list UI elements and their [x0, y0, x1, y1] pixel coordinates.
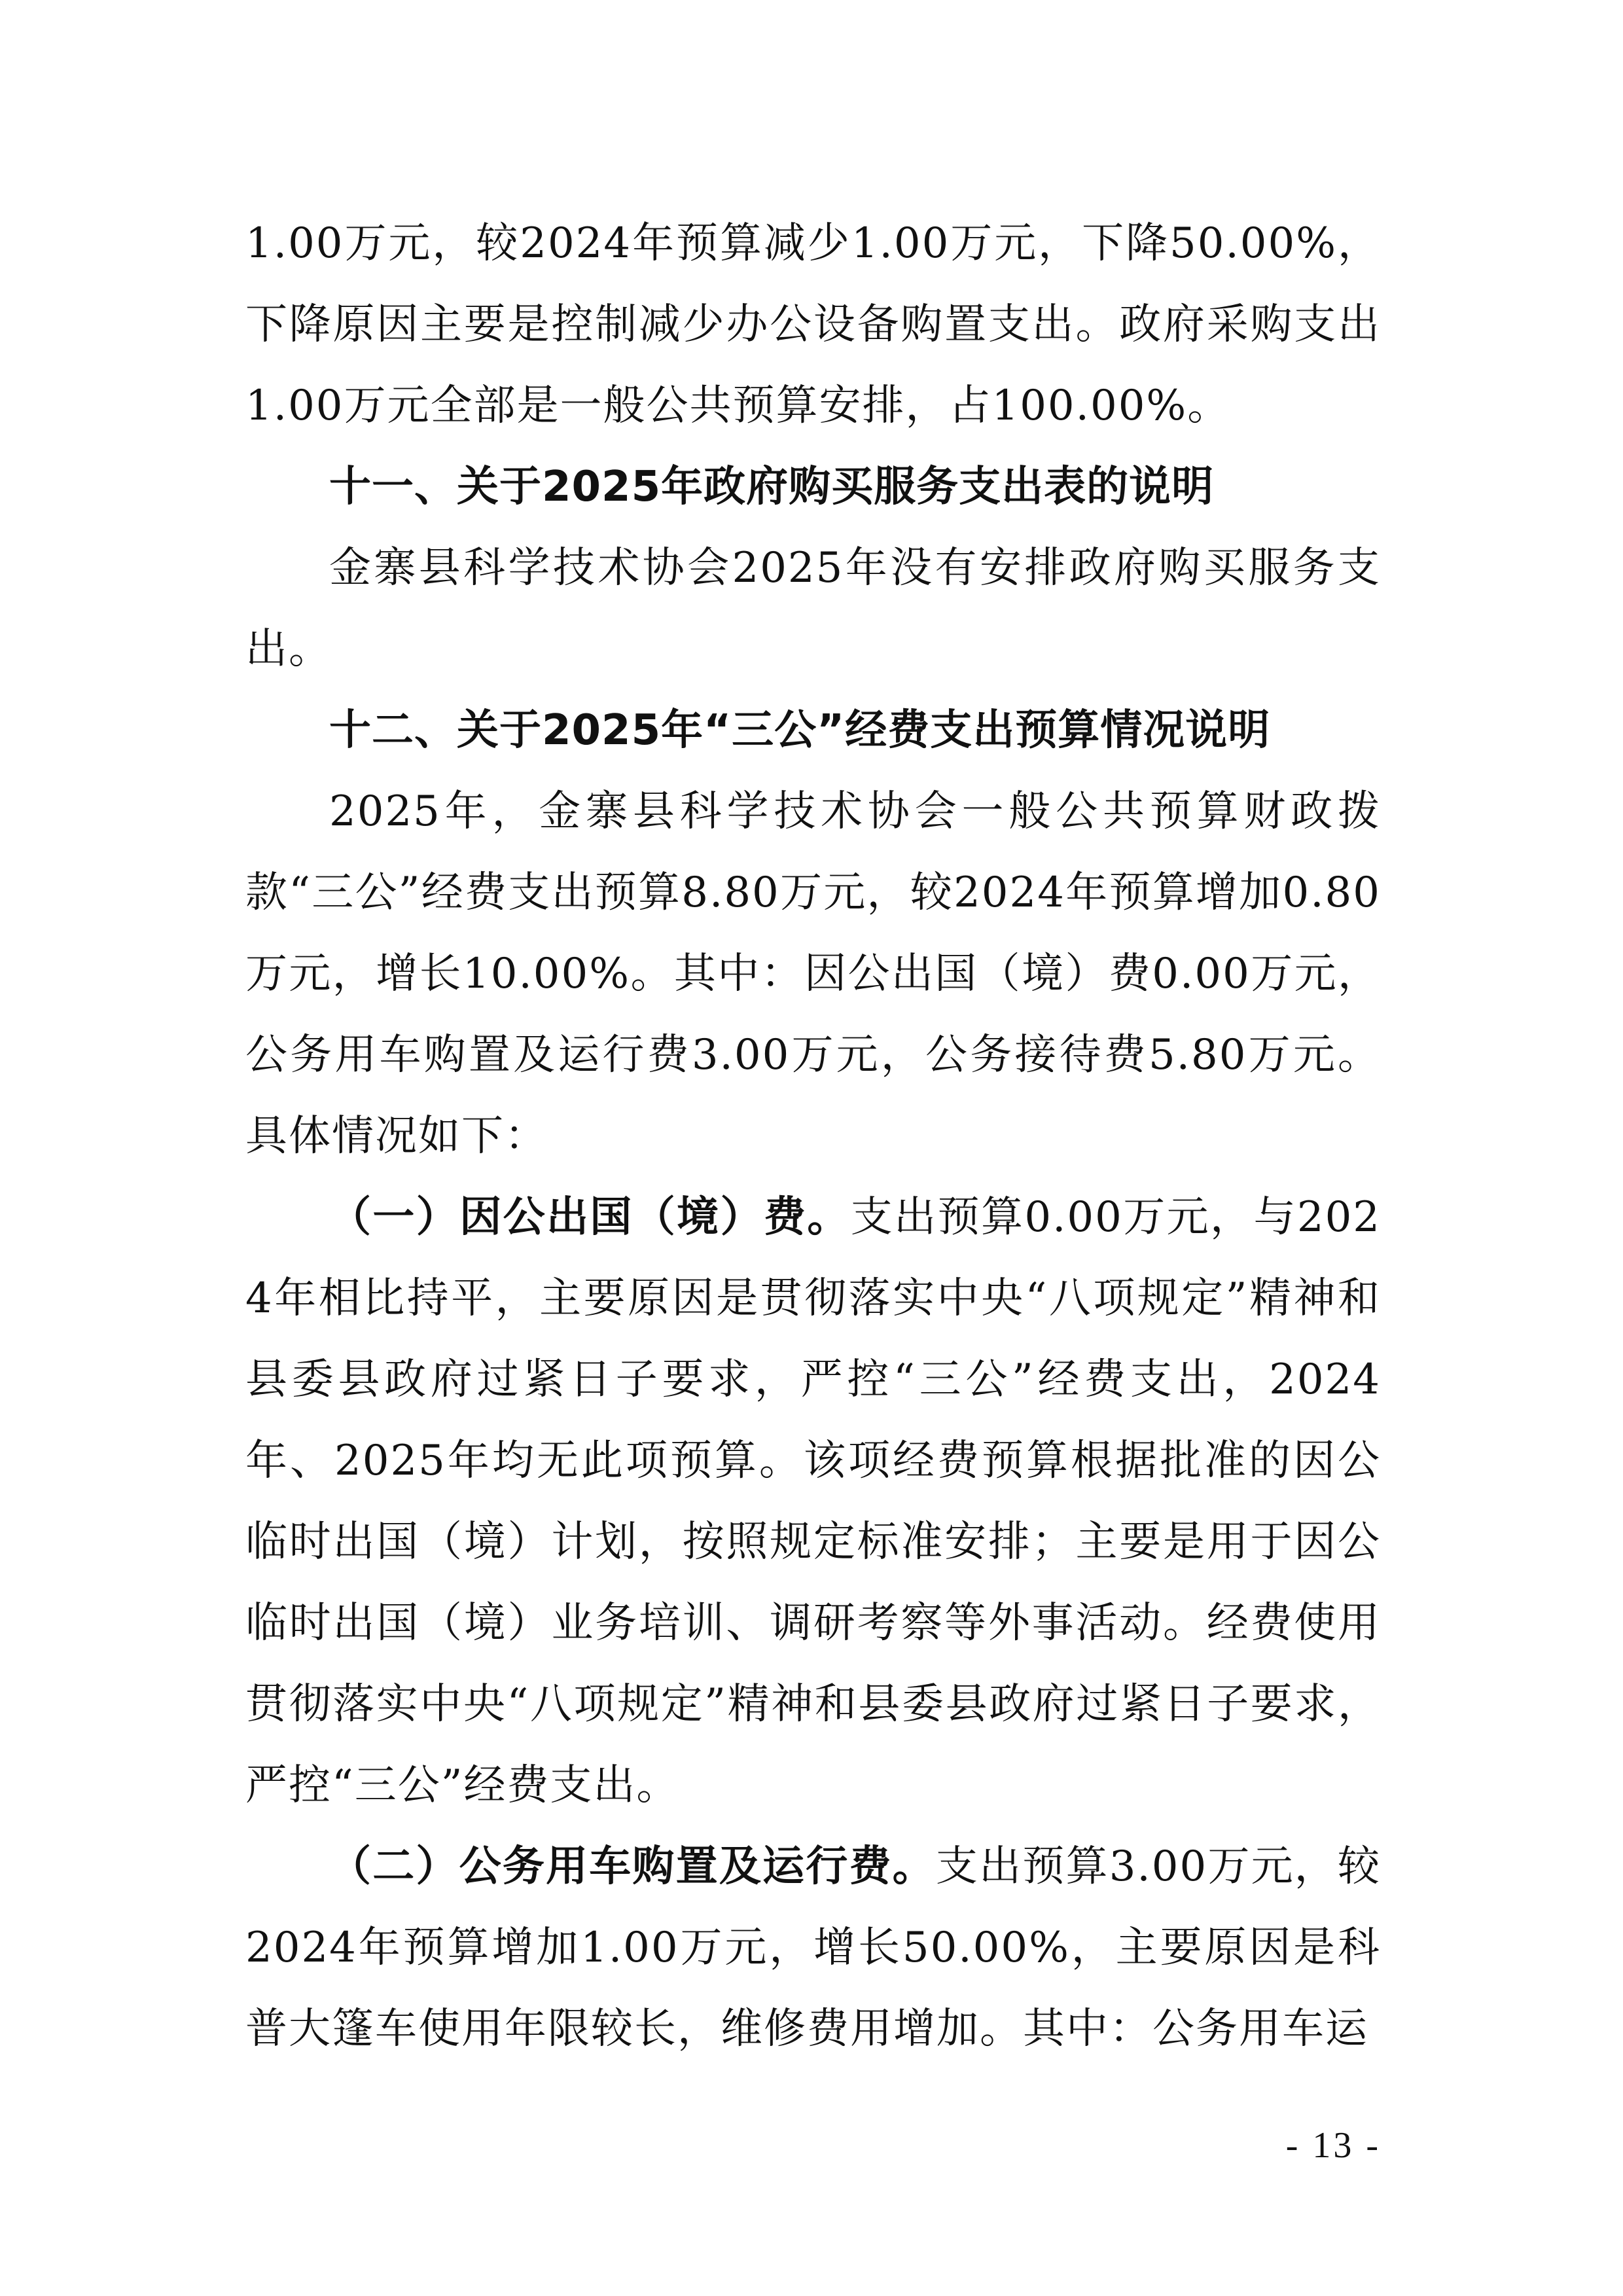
overseas-expenses-lead: （一）因公出国（境）费。	[329, 1193, 851, 1242]
section-heading-11: 十一、关于2025年政府购买服务支出表的说明	[329, 463, 1215, 511]
page-number: - 13 -	[1285, 2125, 1381, 2166]
paragraph-three-public-expenses: 2025年，金寨县科学技术协会一般公共预算财政拨款“三公”经费支出预算8.80万元，较2024年预算增加0.80万元，增长10.00%。其中：因公出国（境）费0.00万元，公务用车购置及运行费3.00万元，公务接待费5.80万元。具体情况如下：	[245, 787, 1381, 1160]
paragraph-overseas-expenses	[245, 1177, 1381, 1826]
paragraph-procurement: 1.00万元，较2024年预算减少1.00万元，下降50.00%，下降原因主要是控制减少办公设备购置支出。政府采购支出1.00万元全部是一般公共预算安排，占100.00%。	[245, 219, 1381, 430]
overseas-expenses-body: 支出预算0.00万元，与2024年相比持平，主要原因是贯彻落实中央“八项规定”精神和县委县政府过紧日子要求，严控“三公”经费支出，2024年、2025年均无此项预算。该项经费预算根据批准的因公临时出国（境）计划，按照规定标准安排；主要是用于因公临时出国（境）业务培训、调研考察等外事活动。经费使用贯彻落实中央“八项规定”精神和县委县政府过紧日子要求，严控“三公”经费支出。	[245, 1193, 1382, 1810]
document-body	[245, 203, 1381, 2070]
section-heading-12: 十二、关于2025年“三公”经费支出预算情况说明	[329, 706, 1271, 755]
paragraph-vehicle-expenses	[245, 1826, 1381, 2070]
vehicle-expenses-body: 支出预算3.00万元，较2024年预算增加1.00万元，增长50.00%，主要原因是科普大篷车使用年限较长，维修费用增加。其中：公务用车运	[245, 1842, 1382, 2053]
paragraph-purchase-services: 金寨县科学技术协会2025年没有安排政府购买服务支出。	[245, 544, 1381, 673]
vehicle-expenses-lead: （二）公务用车购置及运行费。	[329, 1842, 936, 1891]
